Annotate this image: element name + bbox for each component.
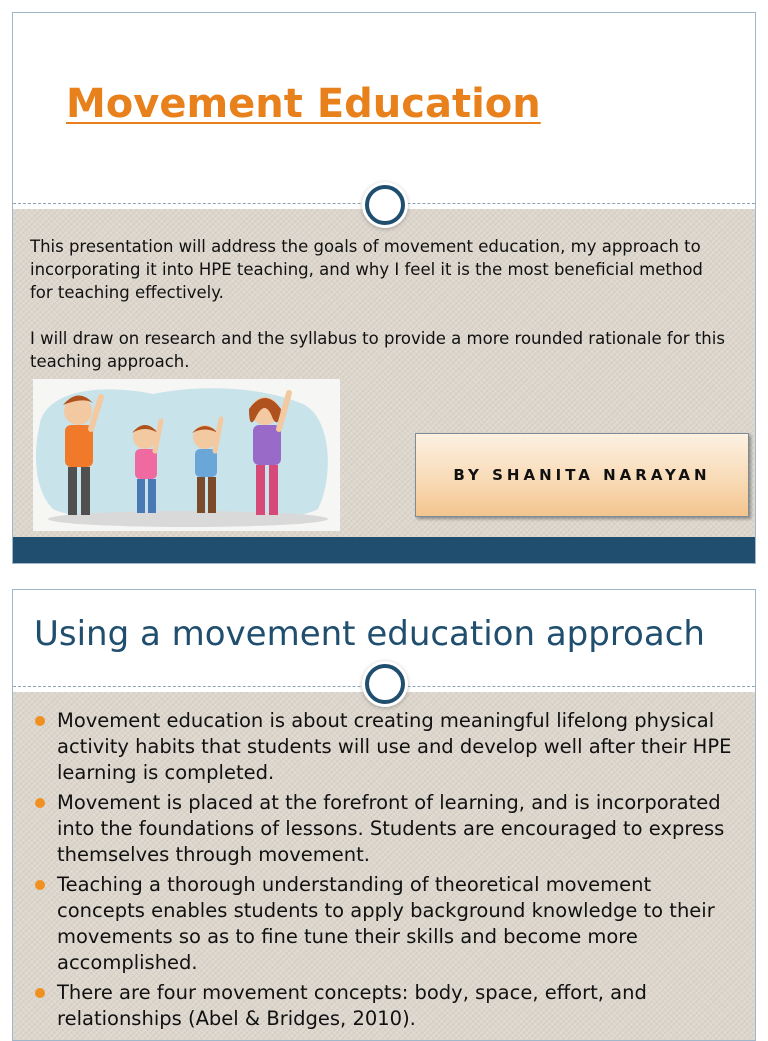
family-exercise-image xyxy=(33,379,340,531)
family-exercise-illustration xyxy=(33,379,340,531)
divider-circle-icon xyxy=(365,185,405,225)
bullet-text: Movement education is about creating meaningful lifelong physical activity habits that students will use and develop well after their HPE learning is completed. xyxy=(57,709,732,784)
slide-2 xyxy=(12,589,756,1041)
bullet-dot-icon xyxy=(35,798,45,808)
intro-paragraph-2: I will draw on research and the syllabus to provide a more rounded rationale for this teaching approach. xyxy=(30,329,725,371)
slide-2-title: Using a movement education approach xyxy=(34,614,705,654)
divider-circle-icon xyxy=(365,664,405,704)
list-item xyxy=(33,980,733,1032)
slide-1-title: Movement Education xyxy=(66,81,541,127)
intro-paragraph-1: This presentation will address the goals of movement education, my approach to incorporating it into HPE teaching, and why I feel it is the most beneficial method for teaching effectively. xyxy=(30,237,703,302)
bullet-text: There are four movement concepts: body, space, effort, and relationships (Abel & Bridges, 2010). xyxy=(57,981,647,1030)
list-item xyxy=(33,872,733,976)
author-byline: BY SHANITA NARAYAN xyxy=(415,433,749,517)
bullet-text: Movement is placed at the forefront of learning, and is incorporated into the foundations of lessons. Students are encouraged to express themselves through movement. xyxy=(57,791,725,866)
bullet-dot-icon xyxy=(35,716,45,726)
slide-1-footer-bar xyxy=(13,537,755,563)
intro-text xyxy=(30,235,730,373)
slide-1 xyxy=(12,12,756,564)
list-item xyxy=(33,790,733,868)
list-item xyxy=(33,708,733,786)
bullet-dot-icon xyxy=(35,880,45,890)
bullet-dot-icon xyxy=(35,988,45,998)
bullet-list xyxy=(33,708,733,1036)
bullet-text: Teaching a thorough understanding of theoretical movement concepts enables students to apply background knowledge to their movements so as to fine tune their skills and become more accomplished. xyxy=(57,873,715,974)
